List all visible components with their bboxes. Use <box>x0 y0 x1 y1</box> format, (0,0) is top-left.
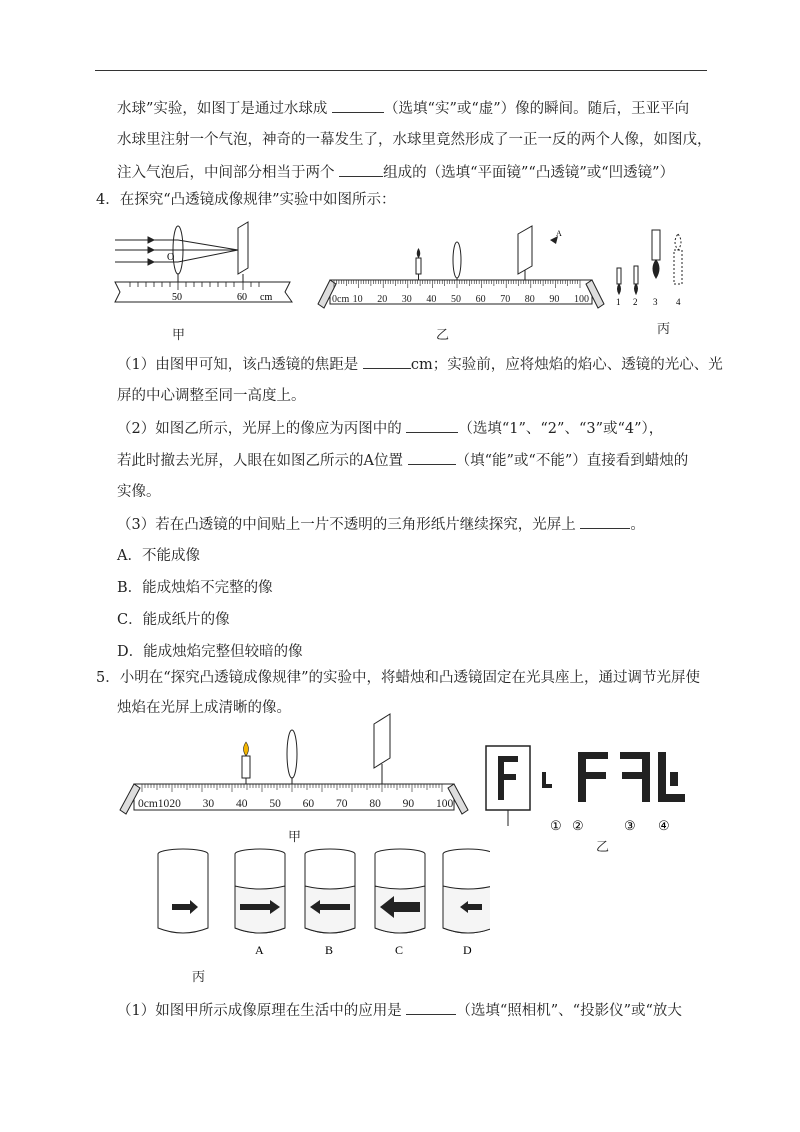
option-b[interactable]: B．能成烛焰不完整的像 <box>117 580 273 596</box>
text: （选填“实”或“虚”）像的瞬间。随后，王亚平向 <box>384 101 690 117</box>
question-4-title: 4．在探究“凸透镜成像规律”实验中如图所示： <box>96 192 396 208</box>
text: cm；实验前，应将烛焰的焰心、透镜的光心、光 <box>410 357 723 373</box>
figure-caption: 甲 <box>172 328 186 343</box>
figure-caption: 乙 <box>596 840 610 855</box>
figure-caption: 甲 <box>288 830 302 845</box>
item-label: 4 <box>676 297 681 307</box>
item-label: 2 <box>633 297 638 307</box>
item-label: 3 <box>653 297 658 307</box>
text-line <box>117 1000 682 1021</box>
answer-blank[interactable] <box>580 514 630 529</box>
text-line: 屏的中心调整至同一高度上。 <box>117 388 306 404</box>
mark-label: ④ <box>658 818 670 833</box>
text-line <box>117 450 688 471</box>
text: 若此时撤去光屏，人眼在如图乙所示的A位置 <box>117 453 408 469</box>
ruler-tick-label: 60 <box>475 294 486 305</box>
text: （1）由图甲可知，该凸透镜的焦距是 <box>117 357 363 373</box>
cup-label: A <box>255 943 264 957</box>
ruler-tick-label: 40 <box>236 798 248 810</box>
ruler-tick-label: 70 <box>500 294 511 305</box>
answer-blank[interactable] <box>406 418 458 433</box>
ruler-tick-label: 50 <box>269 798 281 810</box>
option-c[interactable]: C．能成纸片的像 <box>117 612 230 628</box>
text: 水球”实验，如图丁是通过水球成 <box>117 101 333 117</box>
ruler-tick-label: 30 <box>202 798 215 810</box>
candle <box>416 248 421 280</box>
header-rule <box>95 70 707 71</box>
ruler-tick-label: 100 <box>436 798 454 810</box>
ruler-tick-label: 100 <box>574 294 589 305</box>
mark-label: ① <box>550 818 562 833</box>
unit-label: cm <box>260 292 273 303</box>
lit-candle <box>242 742 250 784</box>
text-line <box>117 514 645 535</box>
text-line <box>117 418 663 439</box>
text-line <box>117 354 723 375</box>
q5-figure-jia <box>112 712 474 827</box>
ruler-tick-label: 30 <box>401 294 412 305</box>
answer-blank[interactable] <box>406 1000 456 1015</box>
ruler-tick-label: 0cm10 <box>138 798 170 810</box>
ruler-tick-label: 0cm <box>332 294 350 305</box>
q4-figure-yi <box>310 222 610 317</box>
text-line <box>117 162 674 183</box>
figure-caption: 丙 <box>657 322 671 337</box>
text: （选填“照相机”、“投影仪”或“放大 <box>456 1003 682 1019</box>
answer-blank[interactable] <box>332 98 384 113</box>
ruler-tick-label: 90 <box>402 798 415 810</box>
option-d[interactable]: D．能成烛焰完整但较暗的像 <box>117 644 303 660</box>
ruler-tick-label: 80 <box>524 294 535 305</box>
text-line: 实像。 <box>117 484 161 500</box>
question-5-line: 5．小明在“探究凸透镜成像规律”的实验中，将蜡烛和凸透镜固定在光具座上，通过调节光屏使 <box>96 670 701 686</box>
q4-figure-jia <box>110 220 300 315</box>
answer-blank[interactable] <box>339 162 383 177</box>
option-a[interactable]: A．不能成像 <box>117 548 200 564</box>
tick-label: 50 <box>172 292 182 303</box>
text-line <box>117 98 689 119</box>
text: （选填“1”、“2”、“3”或“4”）， <box>458 421 664 437</box>
ruler-tick-label: 50 <box>451 294 461 305</box>
answer-blank[interactable] <box>363 354 411 369</box>
item-label: 1 <box>616 297 621 307</box>
point-a-label: A <box>556 229 562 238</box>
ruler-tick-label: 80 <box>369 798 381 810</box>
text: （3）若在凸透镜的中间贴上一片不透明的三角形纸片继续探究，光屏上 <box>117 517 581 533</box>
ruler-tick-label: 40 <box>426 294 437 305</box>
ruler-tick-label: 60 <box>302 798 315 810</box>
q5-figure-yi <box>480 738 690 848</box>
ruler-tick-label: 20 <box>169 798 181 810</box>
mark-label: ③ <box>624 818 636 833</box>
cup-label: B <box>325 943 334 957</box>
mark-label: ② <box>572 818 584 833</box>
text: （2）如图乙所示，光屏上的像应为丙图中的 <box>117 421 407 437</box>
ruler-tick-label: 10 <box>352 294 363 305</box>
text: （1）如图甲所示成像原理在生活中的应用是 <box>117 1003 407 1019</box>
ruler-tick-label: 20 <box>377 294 388 305</box>
point-o-label: O <box>167 252 175 263</box>
ruler-tick-label: 90 <box>549 294 560 305</box>
answer-blank[interactable] <box>408 450 456 465</box>
cup-label: C <box>395 943 404 957</box>
ruler-tick-label: 70 <box>336 798 348 810</box>
tick-label: 60 <box>237 292 247 303</box>
cup-label: D <box>463 943 472 957</box>
text-line: 水球里注射一个气泡，神奇的一幕发生了，水球里竟然形成了一正一反的两个人像，如图戊， <box>117 132 712 148</box>
figure-caption: 乙 <box>436 328 450 343</box>
text: （填“能”或“不能”）直接看到蜡烛的 <box>455 453 689 469</box>
question-5-line: 烛焰在光屏上成清晰的像。 <box>117 700 291 716</box>
figure-caption: 丙 <box>192 970 206 985</box>
q5-figure-bing <box>150 846 490 966</box>
text: 。 <box>630 517 645 533</box>
text: 注入气泡后，中间部分相当于两个 <box>117 165 340 181</box>
text: 组成的（选填“平面镜”“凸透镜”或“凹透镜”） <box>383 165 675 181</box>
q4-figure-bing <box>612 226 692 308</box>
